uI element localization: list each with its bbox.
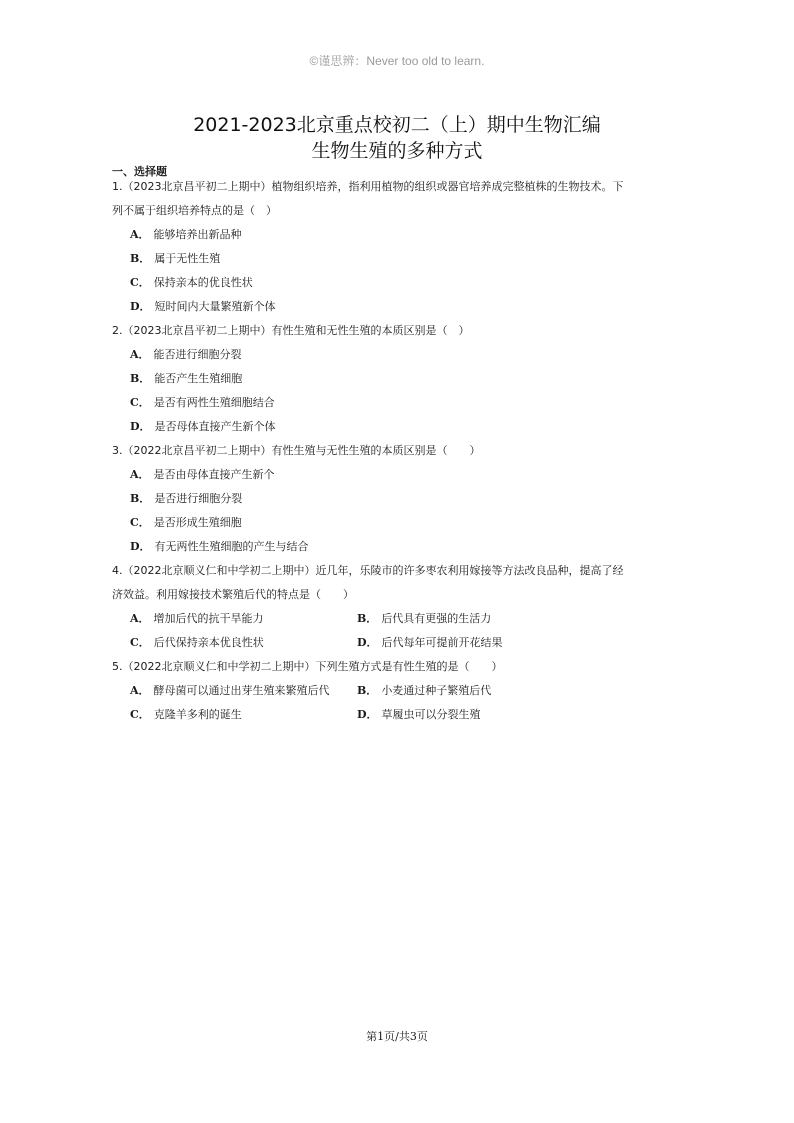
question-1-text-cont: 列不属于组织培养特点的是（ ） [112,204,277,217]
question-3-option-c[interactable]: C． 是否形成生殖细胞 [130,516,242,529]
question-5-option-d[interactable]: D． 草履虫可以分裂生殖 [357,708,481,721]
question-3-option-b[interactable]: B． 是否进行细胞分裂 [130,492,243,505]
watermark: ©谨思辨：Never too old to learn. [309,54,485,68]
question-2-option-b[interactable]: B． 能否产生生殖细胞 [130,372,243,385]
question-2-option-a[interactable]: A． 能否进行细胞分裂 [130,348,242,361]
question-1-option-a[interactable]: A． 能够培养出新品种 [130,228,242,241]
page-subtitle: 生物生殖的多种方式 [311,140,483,162]
section-heading: 一、选择题 [112,165,167,178]
question-1-option-b[interactable]: B． 属于无性生殖 [130,252,221,265]
page-title: 2021-2023北京重点校初二（上）期中生物汇编 [193,114,601,136]
question-1-text: 1.（2023北京昌平初二上期中）植物组织培养，指利用植物的组织或器官培养成完整植株的生物技术。下 [112,180,624,193]
question-4-text: 4.（2022北京顺义仁和中学初二上期中）近几年，乐陵市的许多枣农利用嫁接等方法改良品种，提高了经 [112,564,624,577]
question-3-text: 3.（2022北京昌平初二上期中）有性生殖与无性生殖的本质区别是（ ） [112,444,481,457]
question-2-option-c[interactable]: C． 是否有两性生殖细胞结合 [130,396,275,409]
question-5-option-c[interactable]: C． 克隆羊多利的诞生 [130,708,242,721]
question-1-option-c[interactable]: C． 保持亲本的优良性状 [130,276,253,289]
question-2-option-d[interactable]: D． 是否母体直接产生新个体 [130,420,276,433]
question-4-option-d[interactable]: D． 后代每年可提前开花结果 [357,636,503,649]
question-5-text: 5.（2022北京顺义仁和中学初二上期中）下列生殖方式是有性生殖的是（ ） [112,660,503,673]
page-number: 第1页/共3页 [366,1030,428,1043]
question-4-option-c[interactable]: C． 后代保持亲本优良性状 [130,636,264,649]
question-4-text-cont: 济效益。利用嫁接技术繁殖后代的特点是（ ） [112,588,354,601]
question-1-option-d[interactable]: D． 短时间内大量繁殖新个体 [130,300,276,313]
question-2-text: 2.（2023北京昌平初二上期中）有性生殖和无性生殖的本质区别是（ ） [112,324,470,337]
question-5-option-b[interactable]: B． 小麦通过种子繁殖后代 [357,684,492,697]
question-5-option-a[interactable]: A． 酵母菌可以通过出芽生殖来繁殖后代 [130,684,330,697]
question-3-option-a[interactable]: A． 是否由母体直接产生新个 [130,468,275,481]
question-4-option-b[interactable]: B． 后代具有更强的生活力 [357,612,492,625]
question-4-option-a[interactable]: A． 增加后代的抗干旱能力 [130,612,264,625]
question-3-option-d[interactable]: D． 有无两性生殖细胞的产生与结合 [130,540,309,553]
